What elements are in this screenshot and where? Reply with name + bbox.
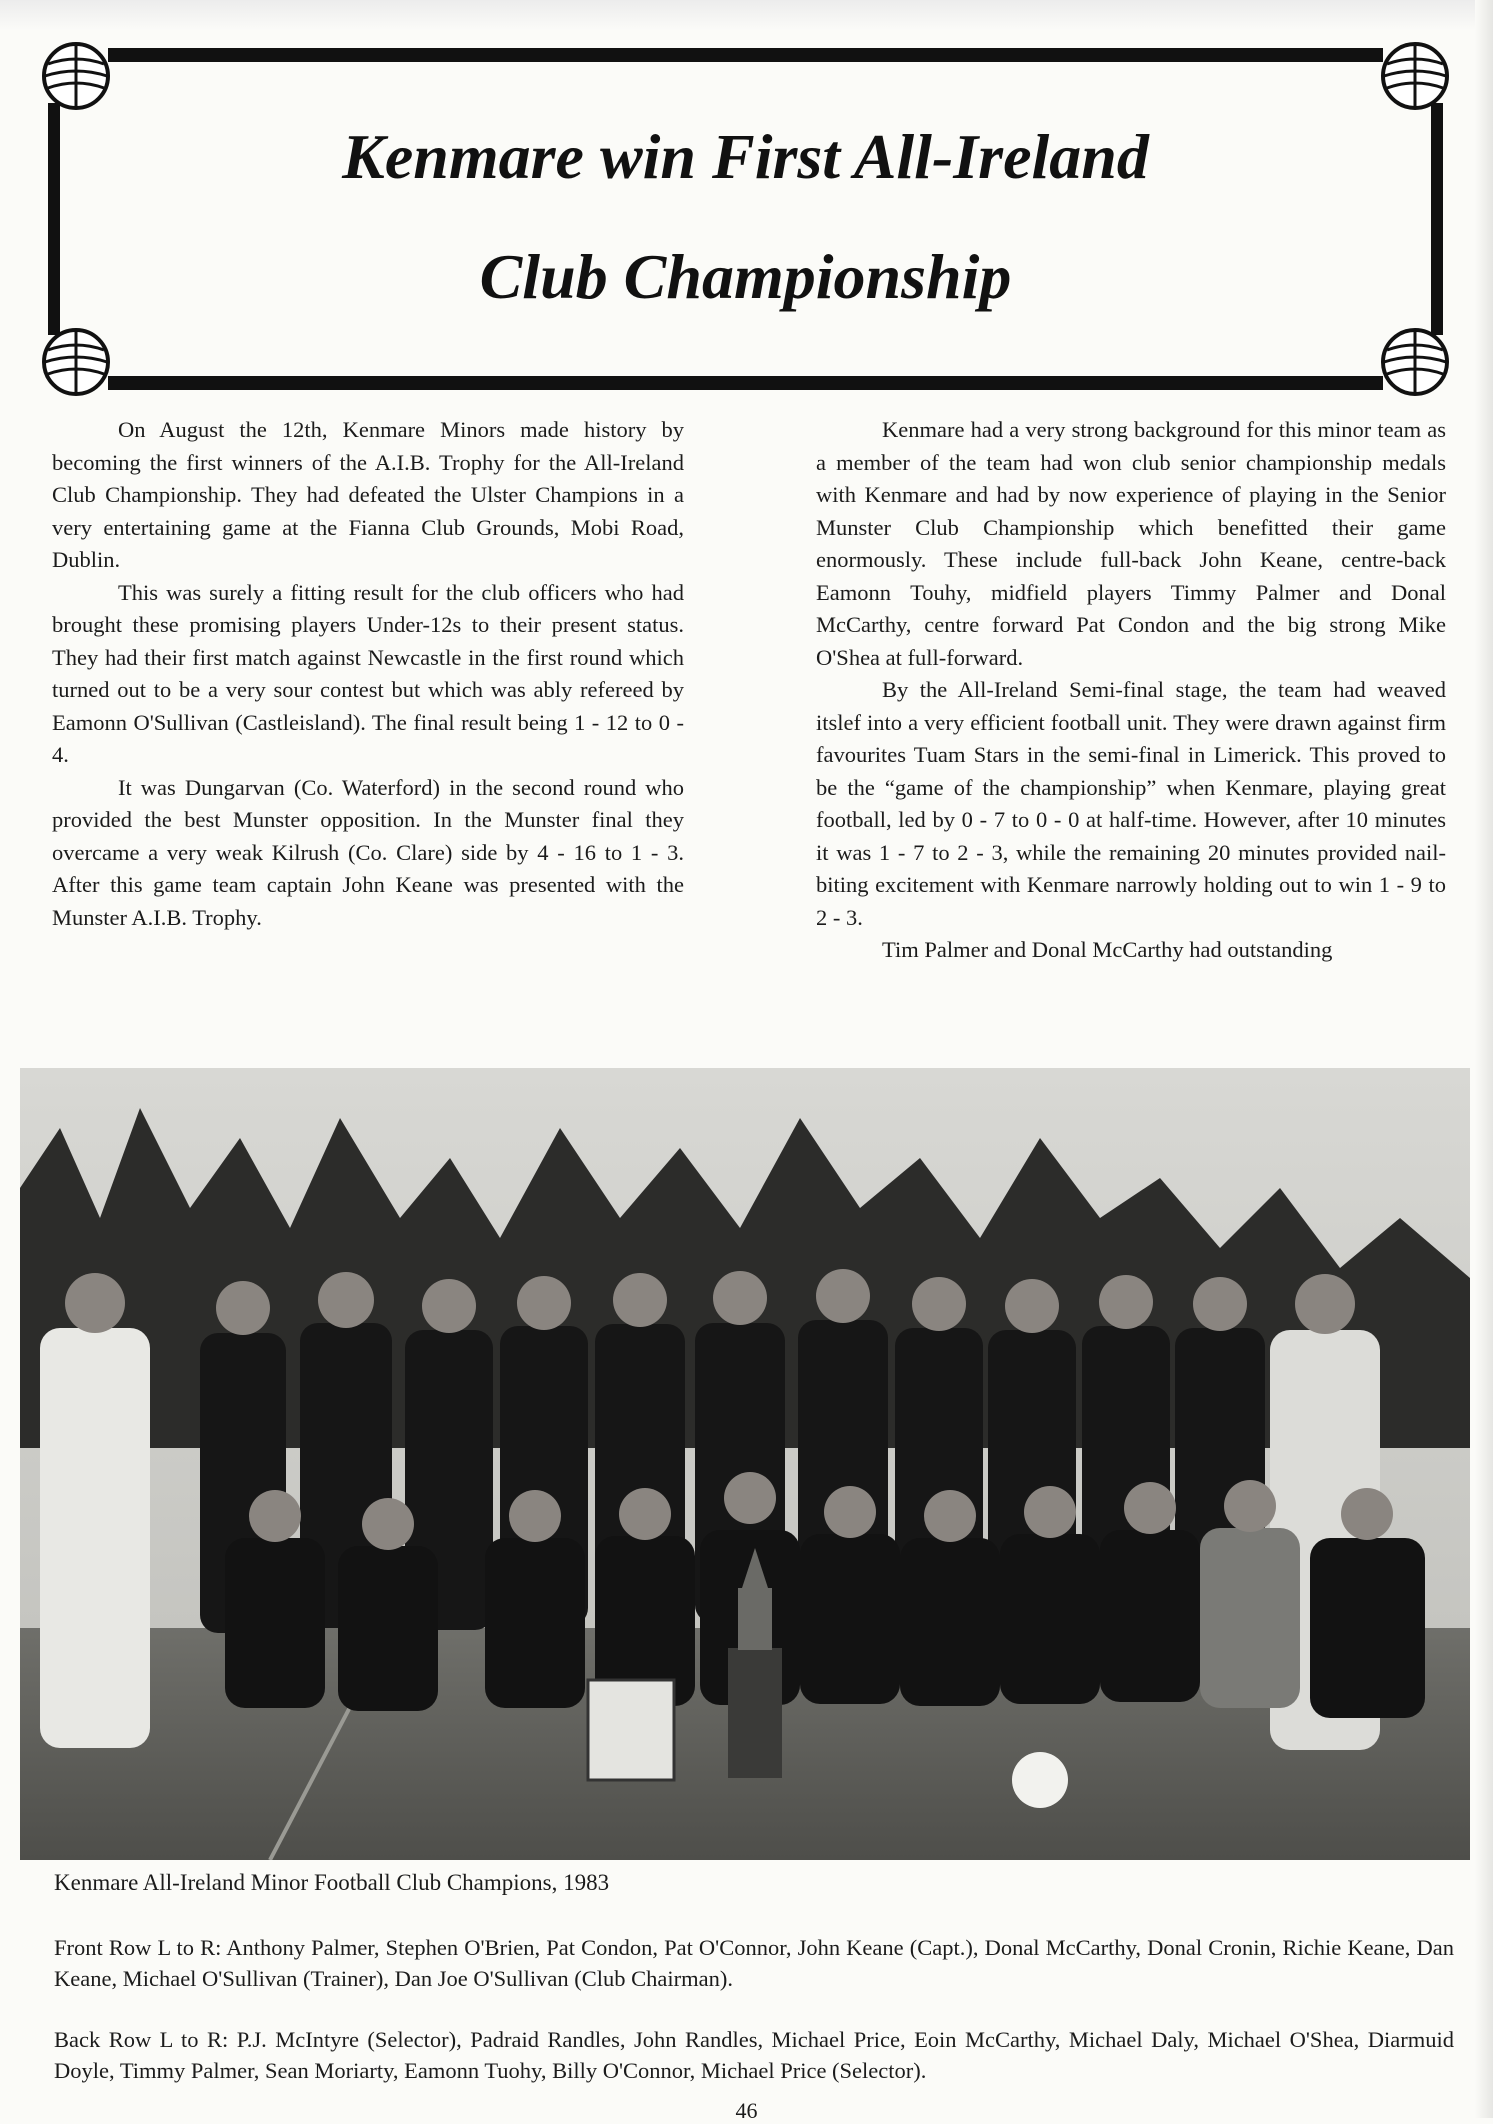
article-paragraph: On August the 12th, Kenmare Minors made history by becoming the first winners of the A.I.B. Trophy for the All-Ireland Club Championship. They had defeated the Ulster Champions in a very entertaining game at the Fianna Club Grounds, Mobi Road, Dublin.	[52, 417, 684, 572]
page-right-shadow	[1475, 0, 1493, 2118]
article-paragraph: It was Dungarvan (Co. Waterford) in the second round who provided the best Munster opposition. In the Munster final they overcame a very weak Kilrush (Co. Clare) side by 4 - 16 to 1 - 3. After this game team captain John Keane was presented with the Munster A.I.B. Trophy.	[52, 774, 684, 930]
frame-top-rule	[108, 48, 1383, 62]
article-paragraph: Kenmare had a very strong background for this minor team as a member of the team had won club senior championship medals with Kenmare and had by now experience of playing in the Senior Munster Club Championship which benefitted their game enormously. These include full-back John Keane, centre-back Eamonn Touhy, midfield players Timmy Palmer and Donal McCarthy, centre forward Pat Condon and the big strong Mike O'Shea at full-forward.	[816, 417, 1446, 670]
football-icon	[1012, 1752, 1068, 1808]
frame-left-rule	[48, 103, 60, 335]
football-corner-icon	[1379, 40, 1451, 112]
back-row-names: Back Row L to R: P.J. McIntyre (Selector), Padraid Randles, John Randles, Michael Price, Eoin McCarthy, Michael Daly, Michael O'Shea, Diarmuid Doyle, Timmy Palmer, Sean Moriarty, Eamonn Tuohy, Billy O'Connor, Michael Price (Selector).	[54, 2027, 1454, 2083]
page-number: 46	[735, 2098, 758, 2123]
article-paragraph: Tim Palmer and Donal McCarthy had outstanding	[882, 937, 1333, 962]
headline-line-1: Kenmare win First All-Ireland	[342, 121, 1149, 192]
frame-right-rule	[1431, 103, 1443, 335]
headline-line-2: Club Championship	[479, 241, 1012, 312]
article-column-right	[816, 414, 1446, 967]
frame-bottom-rule	[108, 376, 1383, 390]
football-corner-icon	[1379, 326, 1451, 398]
title-frame	[48, 48, 1443, 390]
article-paragraph: This was surely a fitting result for the club officers who had brought these promising players Under-12s to their present status. They had their first match against Newcastle in the first round which turned out to be a very sour contest but which was ably refereed by Eamonn O'Sullivan (Castleisland). The final result being 1 - 12 to 0 - 4.	[52, 579, 684, 767]
article-column-left	[52, 414, 684, 934]
front-row-names: Front Row L to R: Anthony Palmer, Stephen O'Brien, Pat Condon, Pat O'Connor, John Keane (Capt.), Donal McCarthy, Donal Cronin, Richie Keane, Dan Keane, Michael O'Sullivan (Trainer), Dan Joe O'Sullivan (Club Chairman).	[54, 1935, 1454, 1991]
photo-caption: Kenmare All-Ireland Minor Football Club Champions, 1983	[54, 1870, 610, 1895]
front-row-players	[225, 1472, 1425, 1718]
football-corner-icon	[40, 40, 112, 112]
trophy-plaque	[588, 1680, 674, 1780]
team-photo	[20, 1068, 1470, 1860]
article-paragraph: By the All-Ireland Semi-final stage, the team had weaved itslef into a very efficient football unit. They were drawn against firm favourites Tuam Stars in the semi-final in Limerick. This proved to be the “game of the championship” when Kenmare, playing great football, led by 0 - 7 to 0 - 0 at half-time. However, after 10 minutes it was 1 - 7 to 2 - 3, while the remaining 20 minutes provided nail-biting excitement with Kenmare narrowly holding out to win 1 - 9 to 2 - 3.	[816, 677, 1446, 930]
football-corner-icon	[40, 326, 112, 398]
page-top-shadow	[0, 0, 1493, 30]
